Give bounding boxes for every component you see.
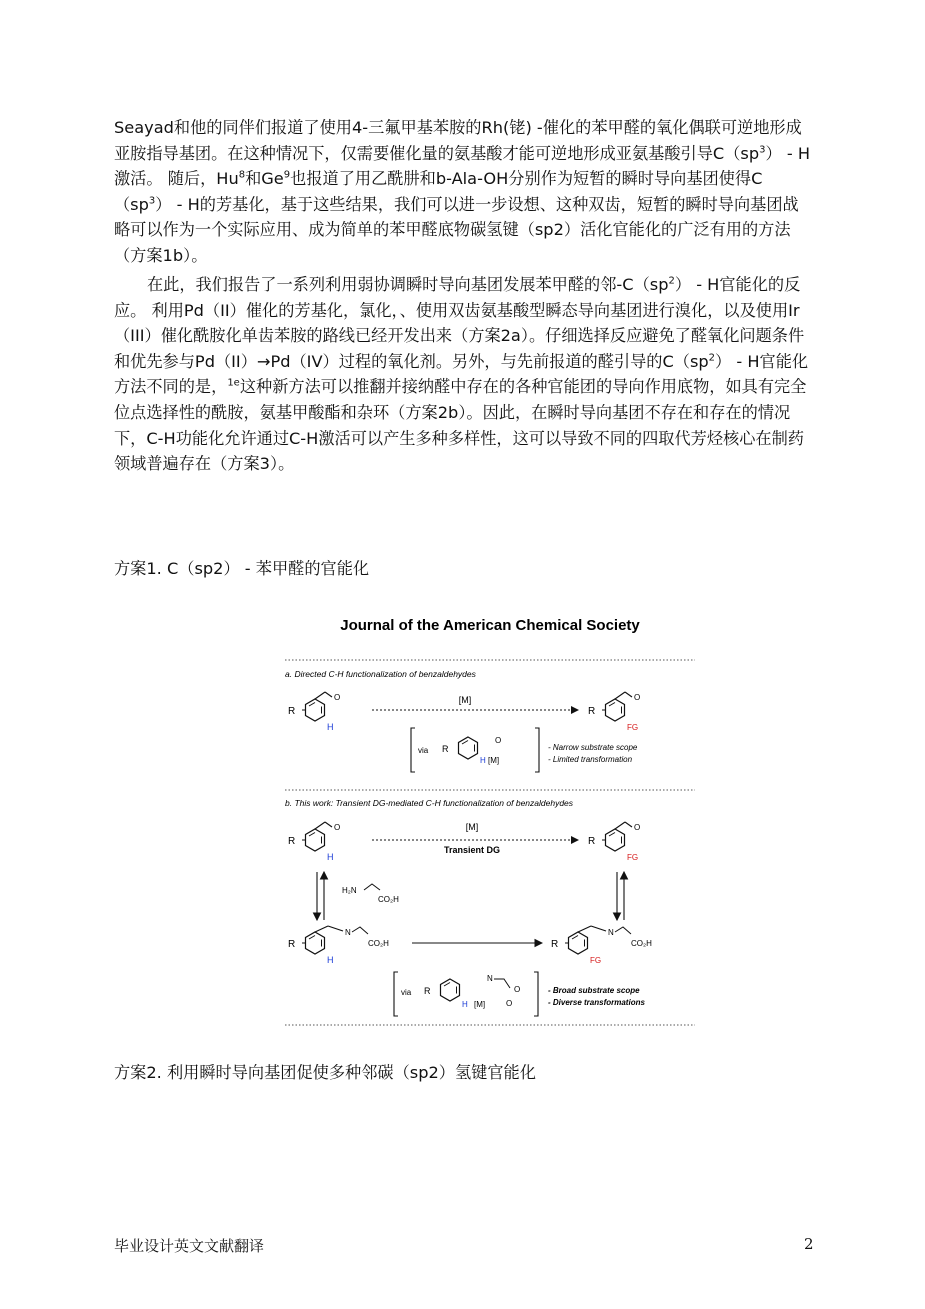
r-label: R [588,706,596,717]
page-number: 2 [804,1235,814,1253]
scheme-2-caption: 方案2. 利用瞬时导向基团促使多种邻碳（sp2）氢键官能化 [114,1063,536,1082]
p1-text-2: ） - H激活。 随后，Hu [114,143,811,189]
journal-title: Journal of the American Chemical Society [340,617,640,634]
metal-label-b: [M] [465,822,479,832]
p1-sup-4: 3 [148,195,156,207]
r-label: R [442,744,449,754]
n-label: N [608,928,614,937]
acid-label: CO₂H [378,895,399,904]
imine-reactant [288,926,389,965]
amine-label: H₂N [342,886,357,895]
p1-text-5: ） - H的芳基化，基于这些结果，我们可以进一步设想、这种双齿，短暂的瞬时导向基团战略可以作为一个实际应用、成为简单的苯甲醛底物碳氢键（sp2）活化官能化的广泛有用的方法（方案1b）。 [114,194,799,265]
h-label: H [327,955,334,965]
aldehyde-o-label: O [334,823,341,832]
via-intermediate-a [411,728,539,772]
o-label: O [495,736,502,745]
p1-sup-3: 9 [283,169,291,181]
p2-sup-3: 1e [227,377,240,389]
aldehyde-o-label: O [634,693,641,702]
h-label: H [462,1000,468,1009]
n-label: N [487,974,493,983]
benzaldehyde-b-product [588,822,640,862]
fg-label: FG [627,723,639,732]
h-label: H [327,852,334,862]
paragraph-2 [114,272,814,477]
fg-label: FG [590,956,602,965]
p2-text-1: 在此，我们报告了一系列利用弱协调瞬时导向基团发展苯甲醛的邻-C（sp [147,275,669,294]
footer-title: 毕业设计英文文献翻译 [114,1237,265,1255]
r-label: R [288,939,296,950]
r-label: R [288,836,296,847]
metal-label-a: [M] [458,695,472,705]
p1-sup-1: 3 [759,144,766,156]
via-label: via [401,988,412,997]
aldehyde-o-label: O [334,693,341,702]
aldehyde-o-label: O [634,823,641,832]
r-label: R [288,706,296,717]
p2-sup-2: 2 [708,352,716,364]
r-label: R [551,939,559,950]
p2-sup-1: 2 [668,275,675,287]
part-b-title: b. This work: Transient DG-mediated C-H functionalization of benzaldehydes [285,798,574,808]
r-label: R [424,986,431,996]
imine-product [551,926,652,965]
benzaldehyde-a-product [588,692,640,732]
note-broad-scope: - Broad substrate scope [548,986,640,995]
p1-sup-2: 8 [238,169,246,181]
equilibrium-arrows-left [317,872,324,920]
note-narrow-scope: - Narrow substrate scope [548,743,638,752]
n-label: N [345,928,351,937]
via-intermediate-b [394,972,538,1016]
acid-label: CO₂H [368,939,389,948]
part-a-title: a. Directed C-H functionalization of benzaldehydes [285,669,476,679]
p1-text-1: Seayad和他的同伴们报道了使用4-三氟甲基苯胺的Rh(铑) -催化的苯甲醛的氧化偶联可逆地形成亚胺指导基团。在这种情况下，仅需要催化量的氨基酸才能可逆地形成亚氨基酸引导C（sp [114,118,802,163]
r-label: R [588,836,596,847]
h-label: H [480,756,486,765]
p2-text-2: ） - H官能化的反应。 利用Pd（II）催化的芳基化，氯化，、使用双齿氨基酸型瞬态导向基团进行溴化，以及使用Ir（III）催化酰胺化单齿苯胺的路线已经开发出来（方案2a）。仔细选择反应避免了醛氧化问题条件和优先参与Pd（II）→Pd（IV）过程的氧化剂。另外，与先前报道的醛引导的C（sp [114,275,805,371]
p2-text-4: 这种新方法可以推翻并接纳醛中存在的各种官能团的导向作用底物，如具有完全位点选择性的酰胺，氨基甲酸酯和杂环（方案2b）。因此，在瞬时导向基团不存在和存在的情况下，C-H功能化允许通过C-H激活可以产生多种多样性，这可以导致不同的四取代芳烃核心在制药领域普遍存在（方案3）。 [114,377,807,474]
acid-label: CO₂H [631,939,652,948]
transient-dg-label: Transient DG [443,845,501,855]
p1-text-3: 和Ge [245,169,284,189]
o-label: O [514,985,521,994]
metal-label: [M] [488,756,500,765]
fg-label: FG [627,853,639,862]
metal-label: [M] [474,1000,486,1009]
p2-text-3: ） - H官能化方法不同的是， [114,351,809,397]
o-label: O [506,999,513,1008]
benzaldehyde-b-reactant [288,822,340,862]
p1-text-4: 也报道了用乙酰肼和b-Ala-OH分别作为短暂的瞬时导向基团使得C（sp [114,169,763,214]
h-label: H [327,722,334,732]
scheme-1-caption: 方案1. C（sp2） - 苯甲醛的官能化 [114,559,370,578]
note-limited: - Limited transformation [548,755,633,764]
via-label: via [418,746,429,755]
paragraph-1 [114,115,814,269]
equilibrium-arrows-right [617,872,624,920]
benzaldehyde-a-reactant [288,692,340,732]
scheme-figure [280,610,700,1035]
note-diverse: - Diverse transformations [548,998,645,1007]
